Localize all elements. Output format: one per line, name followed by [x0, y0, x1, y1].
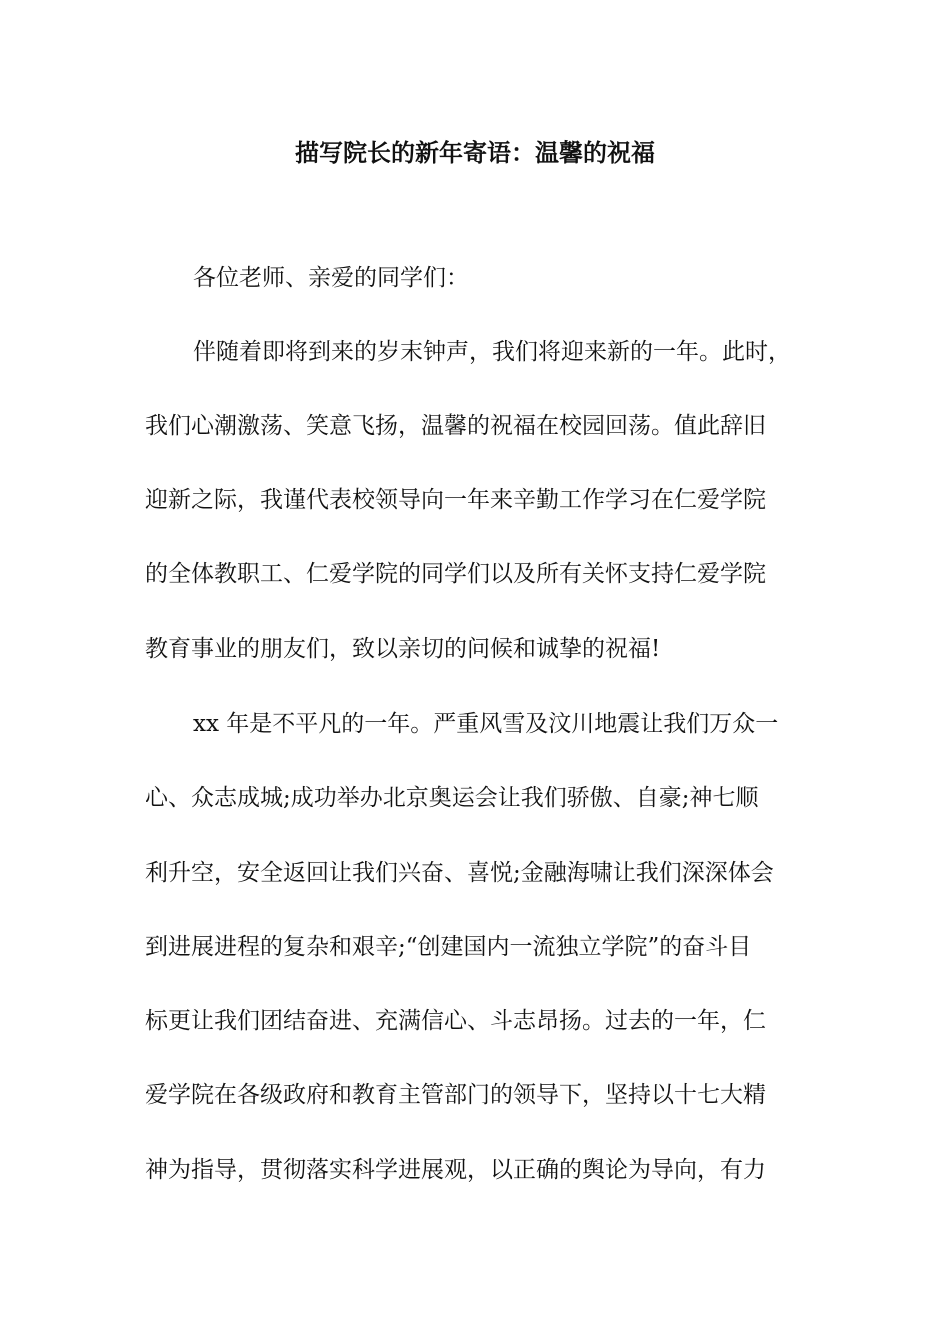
- paragraph-line: 伴随着即将到来的岁末钟声，我们将迎来新的一年。此时，: [193, 339, 791, 365]
- paragraph-line: 教育事业的朋友们，致以亲切的问候和诚挚的祝福!: [145, 636, 661, 662]
- paragraph-line: 神为指导，贯彻落实科学进展观，以正确的舆论为导向，有力: [145, 1157, 766, 1183]
- paragraph-line: xx 年是不平凡的一年。严重风雪及汶川地震让我们万众一: [193, 711, 779, 737]
- paragraph-line: 到进展进程的复杂和艰辛;“创建国内一流独立学院”的奋斗目: [145, 934, 752, 960]
- document-title: 描写院长的新年寄语：温馨的祝福: [295, 138, 655, 167]
- paragraph-line: 爱学院在各级政府和教育主管部门的领导下，坚持以十七大精: [145, 1082, 766, 1108]
- paragraph-line: 心、众志成城;成功举办北京奥运会让我们骄傲、自豪;神七顺: [145, 785, 759, 811]
- paragraph-line: 我们心潮激荡、笑意飞扬，温馨的祝福在校园回荡。值此辞旧: [145, 413, 766, 439]
- paragraph-line: 利升空，安全返回让我们兴奋、喜悦;金融海啸让我们深深体会: [145, 860, 774, 886]
- paragraph-line: 的全体教职工、仁爱学院的同学们以及所有关怀支持仁爱学院: [145, 561, 766, 587]
- paragraph-line: 迎新之际，我谨代表校领导向一年来辛勤工作学习在仁爱学院: [145, 487, 766, 513]
- paragraph-line: 标更让我们团结奋进、充满信心、斗志昂扬。过去的一年，仁: [145, 1008, 766, 1034]
- salutation-line: 各位老师、亲爱的同学们：: [193, 265, 469, 291]
